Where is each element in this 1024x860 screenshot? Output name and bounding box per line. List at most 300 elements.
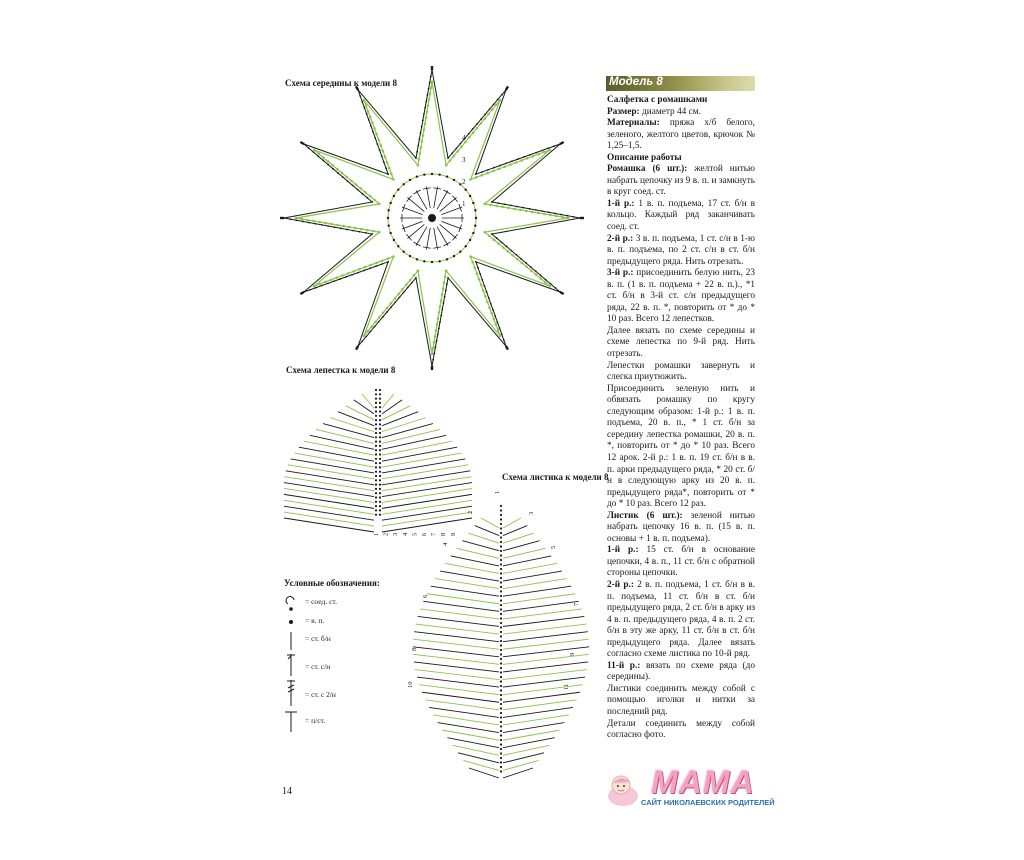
chain-stitch-dot <box>379 406 381 408</box>
chain-stitch-dot <box>375 514 377 516</box>
row-number-label: 1 <box>494 490 501 494</box>
leaf-row-line <box>503 647 589 657</box>
chain-stitch-dot <box>502 246 505 249</box>
paragraph-lead: Размер: <box>607 106 640 117</box>
chain-stitch-dot <box>375 402 377 404</box>
chain-stitch-dot <box>390 302 393 305</box>
chain-stitch-dot <box>379 410 381 412</box>
chain-stitch-dot <box>492 318 495 321</box>
chain-stitch-dot <box>447 277 449 279</box>
row-number-label: 10 <box>407 681 414 688</box>
petal-tip-mark <box>300 292 303 294</box>
instruction-paragraph: Присоединить зеленую нить и обвязать ромашку по кругу следующим образом: 1-й р.: 1 в. п. подъема, 20 в. п., * 1 ст. б/н за середину лепестка ромашки, 20 в. п. *, повторить от * до * 10 раз. Всего 12 арок. 2-й р.: 1 в. п. 19 ст. б/н в в. п. арки предыдущего ряда, * 20 ст. б/н в следующую арку из 20 в. п. предыдущего ряда*, повторить от * до * 10 раз. Всего 12 раз. <box>607 383 755 510</box>
chain-stitch-dot <box>483 203 486 206</box>
chain-stitch-dot <box>381 259 384 262</box>
chain-stitch-dot <box>560 214 562 216</box>
chain-stitch-dot <box>529 208 531 210</box>
chain-stitch-dot <box>505 162 507 164</box>
chain-stitch-dot <box>521 262 524 265</box>
chain-stitch-dot <box>403 292 405 294</box>
chain-stitch-dot <box>522 207 524 209</box>
chain-stitch-dot <box>469 239 471 241</box>
chain-stitch-dot <box>378 231 381 234</box>
chain-stitch-dot <box>476 272 479 275</box>
petal-row-line <box>284 500 374 514</box>
chain-stitch-dot <box>388 167 391 170</box>
chain-stitch-dot <box>387 173 389 175</box>
chain-stitch-dot <box>421 126 423 128</box>
chain-stitch-dot <box>459 251 461 253</box>
chain-stitch-dot <box>433 353 435 355</box>
chain-stitch-dot <box>500 757 502 759</box>
chain-stitch-dot <box>446 175 448 177</box>
legend-title: Условные обозначения: <box>284 578 380 588</box>
leaf-row-line <box>418 616 499 626</box>
chain-stitch-dot <box>493 239 496 242</box>
chain-stitch-dot <box>377 138 380 141</box>
chain-stitch-dot <box>379 389 381 391</box>
chain-stitch-dot <box>372 230 375 233</box>
chain-stitch-dot <box>500 658 502 660</box>
instruction-paragraph: 3-й р.: присоединить белую нить, 23 в. п. (1 в. п. подъема + 22 в. п.)., *1 ст. б/н в 3-й ст. с/н предыдущего ряда, 22 в. п. *, повторить от * до * 10 раз. Всего 12 лепестков. <box>607 268 755 325</box>
chain-stitch-dot <box>540 275 542 277</box>
chain-stitch-dot <box>375 441 377 443</box>
chain-stitch-dot <box>500 599 502 601</box>
chain-stitch-dot <box>429 82 431 84</box>
chain-stitch-dot <box>525 262 527 264</box>
chain-stitch-dot <box>451 152 453 154</box>
chain-stitch-dot <box>351 274 353 276</box>
chain-stitch-dot <box>379 432 381 434</box>
chain-stitch-dot <box>295 217 298 220</box>
row-number-label: 11 <box>563 683 570 690</box>
chain-stitch-dot <box>500 644 502 646</box>
chain-stitch-dot <box>486 301 489 304</box>
chain-stitch-dot <box>315 287 317 289</box>
chain-stitch-dot <box>313 285 316 288</box>
instruction-paragraph: 2-й р.: 2 в. п. подъема, 1 ст. б/н в в. п. подъема, 11 ст. б/н в ст. б/н предыдущего ряда, 2 ст. б/н в арку из 4 в. п. предыдущего ряда, 4 в. п. 2 ст. б/н в эту же арку, 11 ст. б/н в ст. б/н предыдущего ряда. Далее вязать согласно схеме листика по 10-й ряд. <box>607 579 755 660</box>
petal-row-line <box>382 471 470 485</box>
chain-stitch-dot <box>358 268 361 271</box>
chain-stitch-dot <box>375 419 377 421</box>
chain-stitch-dot <box>401 288 404 291</box>
chain-stitch-dot <box>511 160 513 162</box>
chain-stitch-dot <box>439 321 441 323</box>
chain-stitch-dot <box>561 216 564 219</box>
petal-tip-mark <box>506 346 508 349</box>
petal-tip-mark <box>560 142 563 144</box>
chain-stitch-dot <box>493 167 495 169</box>
chain-stitch-dot <box>392 255 395 258</box>
chain-stitch-dot <box>478 278 481 281</box>
chain-stitch-dot <box>409 255 411 257</box>
chain-stitch-dot <box>460 145 463 148</box>
chain-stitch-dot <box>549 214 552 217</box>
leaf-row-line <box>413 647 499 657</box>
watermark-word: МАМА <box>651 764 755 800</box>
chain-stitch-dot <box>500 752 502 754</box>
chain-stitch-dot <box>372 131 374 133</box>
chain-stitch-dot <box>491 108 494 111</box>
chain-stitch-dot <box>411 282 413 284</box>
chain-stitch-dot <box>520 258 522 260</box>
chain-symbol <box>284 616 300 630</box>
row-number-label: 1 <box>373 532 380 536</box>
chain-stitch-dot <box>429 92 432 95</box>
chain-stitch-dot <box>409 279 412 282</box>
chain-stitch-dot <box>366 229 369 232</box>
chain-stitch-dot <box>330 278 333 281</box>
chain-stitch-dot <box>333 226 335 228</box>
chain-stitch-dot <box>479 273 481 275</box>
petal-tip-mark <box>560 292 563 294</box>
half-double-symbol <box>284 708 300 734</box>
leaf-row-line <box>503 586 571 596</box>
row-number-label: 2 <box>382 532 390 536</box>
chain-stitch-dot <box>417 145 419 147</box>
leaf-row-line <box>503 654 589 664</box>
chain-stitch-dot <box>548 211 550 213</box>
leaf-row-line <box>503 632 588 642</box>
leaf-row-line <box>457 548 499 558</box>
row-number-label: 8 <box>440 532 448 536</box>
chain-stitch-dot <box>370 325 373 328</box>
chain-stitch-dot <box>455 147 457 149</box>
chain-stitch-dot <box>375 133 378 136</box>
chain-stitch-dot <box>374 321 377 324</box>
petal-diagram <box>284 389 472 536</box>
chain-stitch-dot <box>317 152 320 155</box>
chain-stitch-dot <box>321 285 323 287</box>
chain-stitch-dot <box>495 205 498 208</box>
chain-stitch-dot <box>500 730 502 732</box>
chain-stitch-dot <box>379 419 381 421</box>
leaf-row-line <box>440 571 499 581</box>
chain-stitch-dot <box>375 462 377 464</box>
chain-stitch-dot <box>382 150 385 153</box>
chain-stitch-dot <box>375 458 377 460</box>
chain-stitch-dot <box>379 488 381 490</box>
chain-stitch-dot <box>469 195 471 197</box>
chain-stitch-dot <box>515 161 518 164</box>
chain-stitch-dot <box>500 505 502 507</box>
chain-stitch-dot <box>523 156 525 158</box>
chain-stitch-dot <box>500 662 502 664</box>
petal-row-line <box>304 441 374 455</box>
chain-stitch-dot <box>500 572 502 574</box>
chain-stitch-dot <box>488 235 491 238</box>
chain-stitch-dot <box>379 462 381 464</box>
chain-stitch-dot <box>335 276 338 279</box>
chain-stitch-dot <box>497 99 499 101</box>
chain-stitch-dot <box>403 251 405 253</box>
petal-row-line <box>362 394 374 408</box>
chain-stitch-dot <box>465 189 467 191</box>
chain-stitch-dot <box>352 230 354 232</box>
chain-stitch-dot <box>529 154 531 156</box>
chain-stitch-dot <box>499 335 502 338</box>
petal-row-line <box>323 424 374 438</box>
chain-stitch-dot <box>357 272 359 274</box>
chain-stitch-dot <box>472 232 474 234</box>
chain-stitch-dot <box>363 335 366 338</box>
leaf-row-line <box>445 563 499 573</box>
chain-stitch-dot <box>342 225 345 228</box>
chain-stitch-dot <box>480 118 482 120</box>
chain-stitch-dot <box>537 153 540 156</box>
chain-stitch-dot <box>309 289 311 291</box>
chain-stitch-dot <box>503 165 506 168</box>
chain-stitch-dot <box>489 204 492 207</box>
center-star-diagram <box>280 66 584 370</box>
chain-stitch-dot <box>327 225 329 227</box>
chain-stitch-dot <box>379 466 381 468</box>
chain-stitch-dot <box>553 145 555 147</box>
chain-stitch-dot <box>375 471 377 473</box>
chain-stitch-dot <box>423 260 425 262</box>
single-crochet-symbol <box>284 630 300 652</box>
petal-tip-mark <box>356 346 358 349</box>
chain-stitch-dot <box>475 176 478 179</box>
chain-stitch-dot <box>432 347 435 350</box>
chain-stitch-dot <box>381 155 383 157</box>
chain-stitch-dot <box>509 163 512 166</box>
chain-stitch-dot <box>375 415 377 417</box>
chain-stitch-dot <box>373 127 376 130</box>
chain-stitch-dot <box>480 122 483 125</box>
chain-stitch-dot <box>500 608 502 610</box>
chain-stitch-dot <box>500 622 502 624</box>
chain-stitch-dot <box>375 466 377 468</box>
petal-row-line <box>382 412 418 426</box>
chain-stitch-dot <box>446 258 448 260</box>
chain-stitch-dot <box>500 550 502 552</box>
chain-stitch-dot <box>352 184 354 186</box>
chain-stitch-dot <box>324 222 327 225</box>
chain-stitch-dot <box>386 307 389 310</box>
leaf-row-line <box>481 518 499 528</box>
row-number-label: 5 <box>411 532 419 536</box>
petal-row-line <box>316 429 374 443</box>
instruction-paragraph: 11-й р.: вязать по схеме ряда (до середины). <box>607 660 755 683</box>
petal-row-line <box>284 494 374 508</box>
chain-stitch-dot <box>498 168 501 171</box>
chain-stitch-dot <box>379 441 381 443</box>
chain-stitch-dot <box>375 449 377 451</box>
chain-stitch-dot <box>296 219 298 221</box>
row-number-label: 5 <box>550 545 557 549</box>
chain-stitch-dot <box>500 541 502 543</box>
paragraph-lead: Материалы: <box>607 118 660 129</box>
chain-stitch-dot <box>483 117 486 120</box>
petal-row-line <box>288 465 374 479</box>
chain-stitch-dot <box>374 137 376 139</box>
petal-row-line <box>284 518 374 532</box>
chain-stitch-dot <box>375 262 378 265</box>
chain-stitch-dot <box>379 415 381 417</box>
chain-stitch-dot <box>364 107 366 109</box>
chain-stitch-dot <box>488 306 491 309</box>
chain-stitch-dot <box>379 496 381 498</box>
petal-tip-mark <box>506 86 508 89</box>
chain-stitch-dot <box>434 335 437 338</box>
leaf-row-line <box>503 526 527 536</box>
chain-stitch-dot <box>379 144 382 147</box>
chain-stitch-dot <box>537 212 540 215</box>
chain-stitch-dot <box>472 128 474 130</box>
chain-stitch-dot <box>431 353 434 356</box>
chain-stitch-dot <box>481 174 484 177</box>
chain-stitch-dot <box>289 218 291 220</box>
chain-stitch-dot <box>375 509 377 511</box>
leaf-row-line <box>503 518 521 528</box>
chain-stitch-dot <box>481 279 483 281</box>
leaf-row-line <box>427 594 499 604</box>
chain-stitch-dot <box>424 122 427 125</box>
chain-stitch-dot <box>500 716 502 718</box>
chain-stitch-dot <box>535 209 537 211</box>
chain-stitch-dot <box>500 770 502 772</box>
page-number: 14 <box>282 786 292 797</box>
chain-stitch-dot <box>504 203 506 205</box>
petal-row-line <box>382 441 452 455</box>
chain-stitch-dot <box>318 283 321 286</box>
chain-stitch-dot <box>510 204 512 206</box>
chain-stitch-dot <box>346 229 348 231</box>
chain-stitch-dot <box>445 290 447 292</box>
chain-stitch-dot <box>436 340 438 342</box>
chain-stitch-dot <box>499 327 501 329</box>
legend-label: = в. п. <box>305 616 325 625</box>
leaf-row-line <box>420 609 499 619</box>
petal-row-line <box>382 424 433 438</box>
chain-stitch-dot <box>497 202 499 204</box>
chain-stitch-dot <box>443 302 445 304</box>
chain-stitch-dot <box>535 273 538 276</box>
chain-stitch-dot <box>340 227 342 229</box>
chain-stitch-dot <box>387 224 389 226</box>
leaf-row-line <box>503 556 551 566</box>
legend-item-single-crochet <box>284 630 404 652</box>
chain-stitch-dot <box>370 331 372 333</box>
chain-stitch-dot <box>573 216 575 218</box>
chain-stitch-dot <box>352 270 355 273</box>
chain-stitch-dot <box>511 254 514 257</box>
chain-stitch-dot <box>516 206 518 208</box>
leaf-row-line <box>435 579 499 589</box>
chain-stitch-dot <box>425 101 427 103</box>
chain-stitch-dot <box>375 389 377 391</box>
chain-stitch-dot <box>499 165 501 167</box>
chain-stitch-dot <box>389 232 391 234</box>
chain-stitch-dot <box>331 164 334 167</box>
row-number-label: 6 <box>421 532 428 536</box>
chain-stitch-dot <box>510 250 512 252</box>
chain-stitch-dot <box>500 676 502 678</box>
mama-site-watermark <box>603 762 773 810</box>
chain-stitch-dot <box>375 406 377 408</box>
row-number-label: 3 <box>462 156 466 164</box>
chain-stitch-dot <box>397 293 400 296</box>
chain-stitch-dot <box>486 172 489 175</box>
chain-stitch-dot <box>322 160 324 162</box>
chain-stitch-dot <box>379 479 381 481</box>
leaf-diagram-caption: Схема листика к модели 8 <box>502 472 609 482</box>
chain-stitch-dot <box>369 116 372 119</box>
chain-stitch-dot <box>500 518 502 520</box>
petal-row-line <box>284 483 374 497</box>
chain-stitch-dot <box>336 168 339 171</box>
chain-stitch-dot <box>341 172 344 175</box>
chain-stitch-dot <box>379 501 381 503</box>
chain-stitch-dot <box>436 323 439 326</box>
chain-stitch-dot <box>437 317 440 320</box>
chain-stitch-dot <box>375 505 377 507</box>
chain-stitch-dot <box>500 635 502 637</box>
chain-stitch-dot <box>500 703 502 705</box>
leaf-row-line <box>503 639 589 649</box>
chain-stitch-dot <box>476 127 479 130</box>
chain-stitch-dot <box>375 484 377 486</box>
chain-stitch-dot <box>501 206 504 209</box>
chain-stitch-dot <box>339 278 341 280</box>
instruction-paragraph: Листик (6 шт.): зеленой нитью набрать цепочку 16 в. п. (15 в. п. основы + 1 в. п. подъема). <box>607 510 755 544</box>
chain-stitch-dot <box>375 265 377 267</box>
chain-stitch-dot <box>492 309 494 311</box>
chain-stitch-dot <box>332 168 334 170</box>
chain-stitch-dot <box>330 223 333 226</box>
chain-stitch-dot <box>364 266 367 269</box>
chain-stitch-dot <box>497 329 500 332</box>
chain-stitch-dot <box>500 595 502 597</box>
chain-stitch-dot <box>370 125 372 127</box>
chain-stitch-dot <box>520 159 523 162</box>
chain-stitch-dot <box>327 160 330 163</box>
chain-stitch-dot <box>500 721 502 723</box>
row-number-label: 4 <box>442 542 449 546</box>
petal-row-line <box>284 477 374 491</box>
chain-stitch-dot <box>419 152 422 155</box>
leaf-row-line <box>503 548 545 558</box>
chain-stitch-dot <box>484 113 486 115</box>
chain-stitch-dot <box>347 272 350 275</box>
leaf-row-line <box>414 632 499 642</box>
chain-stitch-dot <box>365 104 368 107</box>
chain-stitch-dot <box>428 88 430 90</box>
chain-stitch-dot <box>417 269 420 272</box>
chain-stitch-dot <box>371 201 373 203</box>
chain-stitch-dot <box>530 266 532 268</box>
petal-diagram-caption: Схема лепестка к модели 8 <box>286 365 396 375</box>
chain-stitch-dot <box>500 734 502 736</box>
chain-stitch-dot <box>500 685 502 687</box>
chain-stitch-dot <box>433 341 436 344</box>
chain-stitch-dot <box>453 155 456 158</box>
chain-stitch-dot <box>354 227 357 230</box>
chain-stitch-dot <box>441 293 444 296</box>
chain-stitch-dot <box>449 159 452 162</box>
chain-stitch-dot <box>491 201 493 203</box>
chain-stitch-dot <box>439 305 442 308</box>
chain-stitch-dot <box>416 175 418 177</box>
petal-row-line <box>382 418 426 432</box>
leaf-row-line <box>503 616 584 626</box>
chain-stitch-dot <box>469 178 472 181</box>
chain-stitch-dot <box>379 453 381 455</box>
chain-stitch-dot <box>500 712 502 714</box>
chain-stitch-dot <box>327 282 329 284</box>
chain-stitch-dot <box>500 743 502 745</box>
